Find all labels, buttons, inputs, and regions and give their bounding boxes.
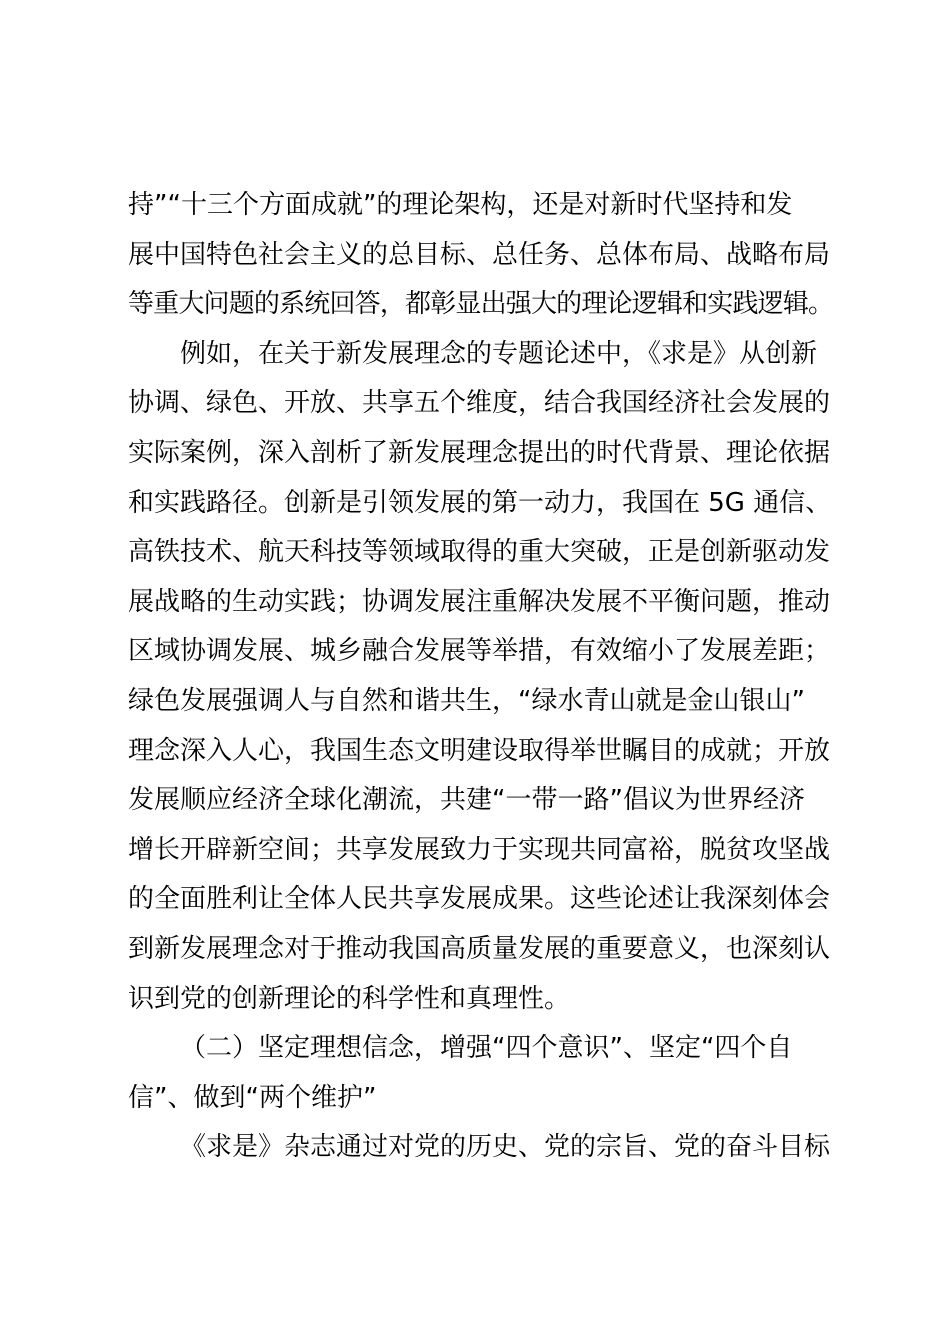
text-line: 理念深入人心，我国生态文明建设取得举世瞩目的成就；开放 bbox=[128, 735, 831, 766]
text-line: 绿色发展强调人与自然和谐共生，“绿水青山就是金山银山” bbox=[128, 685, 805, 716]
section-heading: （二）坚定理想信念，增强“四个意识”、坚定“四个自 bbox=[180, 1033, 793, 1064]
text-line: 发展顺应经济全球化潮流，共建“一带一路”倡议为世界经济 bbox=[128, 785, 805, 816]
text-line: 到新发展理念对于推动我国高质量发展的重要意义，也深刻认 bbox=[128, 933, 831, 964]
text-line: 持”“十三个方面成就”的理论架构，还是对新时代坚持和发 bbox=[128, 190, 793, 220]
text-line: 和实践路径。创新是引领发展的第一动力，我国在 5G 通信、 bbox=[128, 487, 832, 518]
document-body bbox=[128, 181, 834, 1173]
section-heading-continued: 信”、做到“两个维护” bbox=[128, 1082, 377, 1113]
text-line: 增长开辟新空间；共享发展致力于实现共同富裕，脱贫攻坚战 bbox=[128, 834, 831, 865]
text-line: 展中国特色社会主义的总目标、总任务、总体布局、战略布局 bbox=[128, 239, 831, 270]
text-line: 等重大问题的系统回答，都彰显出强大的理论逻辑和实践逻辑。 bbox=[128, 289, 834, 320]
text-line: 实际案例，深入剖析了新发展理念提出的时代背景、理论依据 bbox=[128, 437, 831, 468]
paragraph-first-line: 例如，在关于新发展理念的专题论述中，《求是》从创新 bbox=[180, 338, 818, 369]
text-line: 协调、绿色、开放、共享五个维度，结合我国经济社会发展的 bbox=[128, 388, 831, 419]
text-line: 的全面胜利让全体人民共享发展成果。这些论述让我深刻体会 bbox=[128, 884, 831, 915]
text-line: 区域协调发展、城乡融合发展等举措，有效缩小了发展差距； bbox=[128, 636, 831, 667]
text-line: 识到党的创新理论的科学性和真理性。 bbox=[128, 983, 571, 1014]
text-line: 高铁技术、航天科技等领域取得的重大突破，正是创新驱动发 bbox=[128, 537, 831, 568]
paragraph-first-line: 《求是》杂志通过对党的历史、党的宗旨、党的奋斗目标 bbox=[180, 1132, 831, 1163]
text-line: 展战略的生动实践；协调发展注重解决发展不平衡问题，推动 bbox=[128, 586, 831, 617]
